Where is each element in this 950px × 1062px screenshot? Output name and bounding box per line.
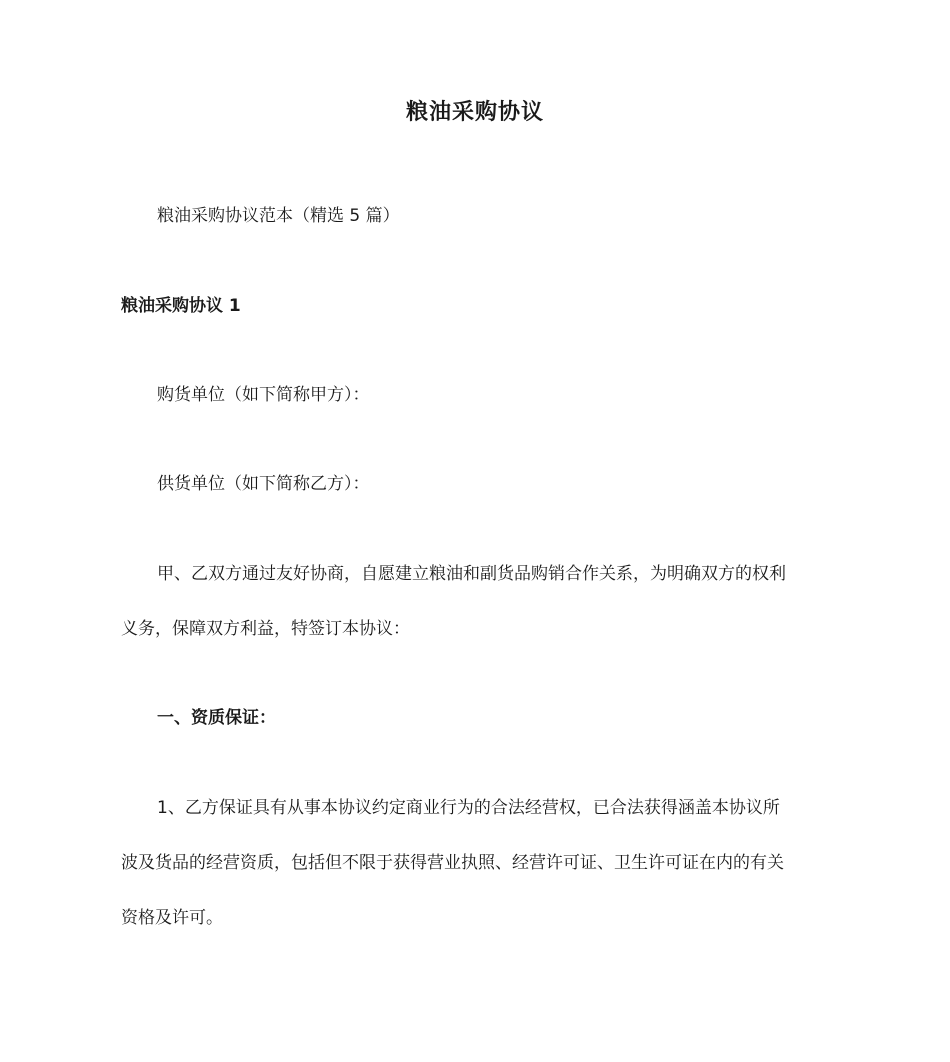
buyer-line: 购货单位（如下简称甲方）： [157, 385, 370, 405]
clause-heading: 一、资质保证： [157, 708, 276, 728]
paragraph-line: 波及货品的经营资质，包括但不限于获得营业执照、经营许可证、卫生许可证在内的有关 [121, 853, 784, 873]
subtitle-line: 粮油采购协议范本（精选 5 篇） [157, 206, 400, 226]
paragraph-line: 甲、乙双方通过友好协商，自愿建立粮油和副货品购销合作关系，为明确双方的权利 [157, 564, 786, 584]
document-title: 粮油采购协议 [405, 100, 544, 125]
section-heading: 粮油采购协议 1 [121, 296, 241, 316]
paragraph-line: 义务，保障双方利益，特签订本协议： [121, 619, 410, 639]
paragraph-line: 资格及许可。 [121, 908, 223, 928]
paragraph-line: 1、乙方保证具有从事本协议约定商业行为的合法经营权，已合法获得涵盖本协议所 [157, 798, 780, 818]
supplier-line: 供货单位（如下简称乙方）： [157, 474, 370, 494]
